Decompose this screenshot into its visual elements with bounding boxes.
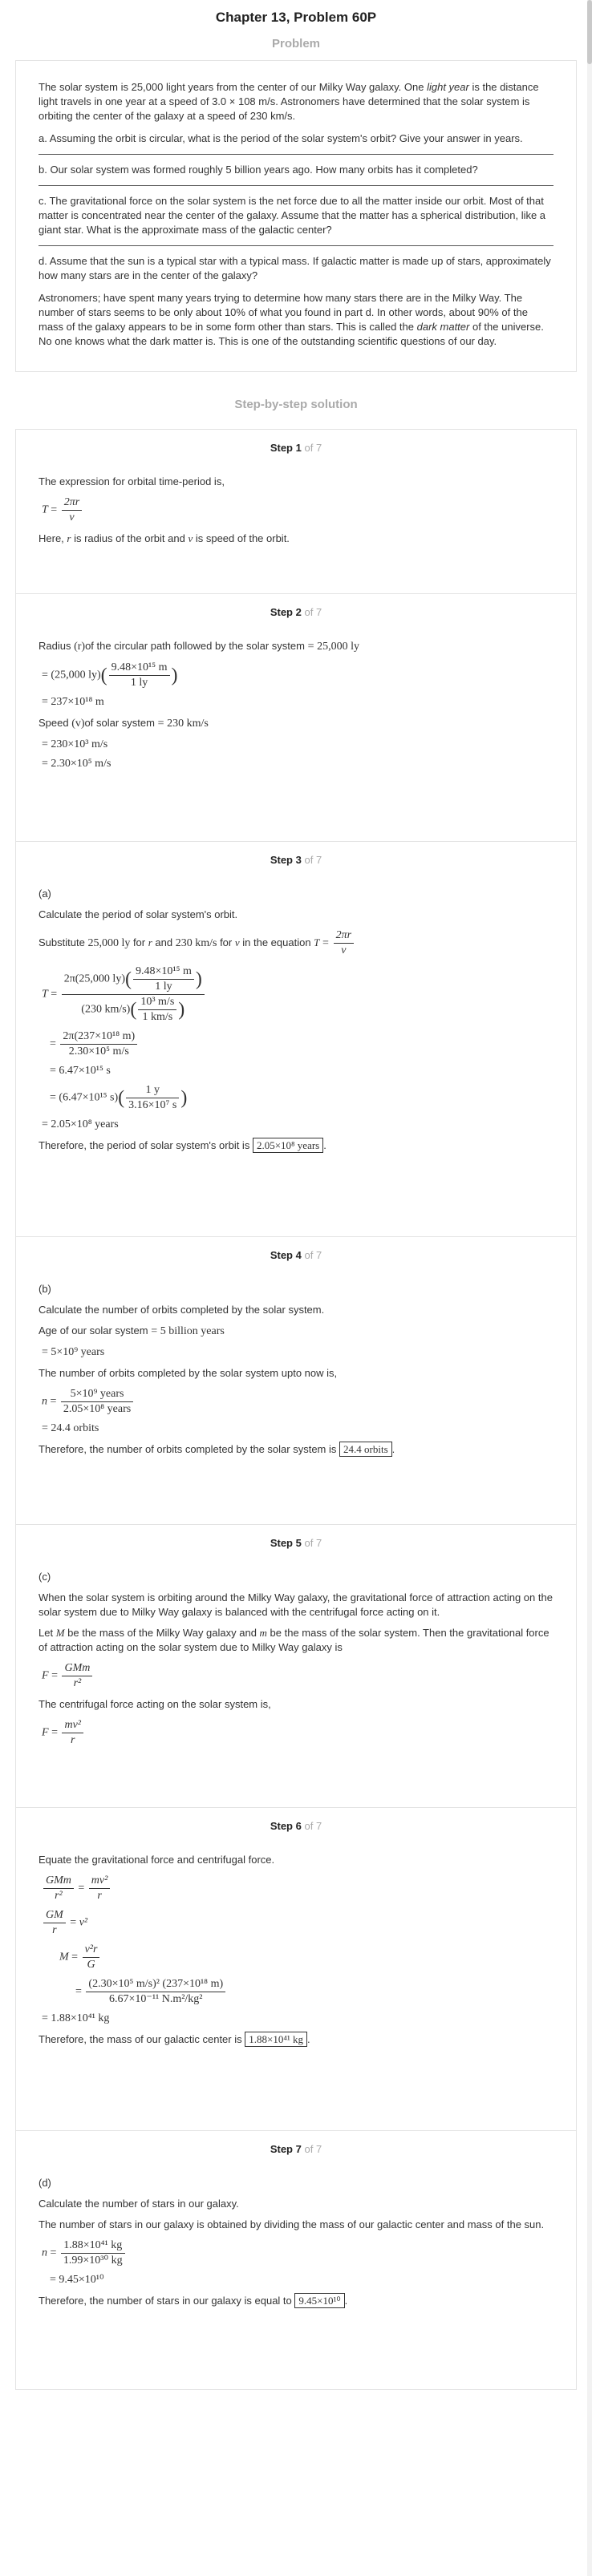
step-heading: Step 5 of 7 — [270, 1537, 322, 1549]
page — [15, 0, 577, 2390]
answer-box: 1.88×10⁴¹ kg — [245, 2032, 307, 2047]
problem-part-d: d. Assume that the sun is a typical star with a typical mass. If galactic matter is made up of stars, approximately how many stars are in the center of the galaxy? — [39, 255, 551, 281]
step-3: Step 3 of 7 (a) Calculate the period of solar system's orbit. Substitute 25,000 ly for r and 230 km/s for v in the equation T = $\frac{2\pi r}{v}$ T = 2π(25,000 ly)( $\frac{\text{9.48×10¹⁵ m}}{1 ly}$ ) (230 km/s)( $\frac{\text{10³ m/s}}{1 km/s}$ ) = $\frac{\text{2π(237×10¹⁸ m)}}{\text{2.30×10⁵ m/s}}$ = 6.47×10¹⁵ s = (6.47×10¹⁵ s)( $\frac{1 y}{\text{3.16×10⁷ s}}$ ) = 2.05×10⁸ years Therefore, the period of solar system's orbit is 2.05×10⁸ years . — [15, 842, 577, 1237]
problem-closing: Astronomers; have spent many years trying to determine how many stars there are in the Milky Way. The number of stars seems to be only about 10% of what you found in part d. In other words, about 90% of the mass of the galaxy appears to be in some form other than stars. This is called the dark matter of the universe. No one knows what the dark matter is. This is one of the outstanding scientific questions of our day. — [39, 292, 544, 347]
divider — [39, 245, 553, 246]
step-heading: Step 6 of 7 — [270, 1820, 322, 1832]
scrollbar-thumb[interactable] — [587, 0, 592, 64]
steps-container — [15, 429, 577, 2390]
scrollbar-track[interactable] — [587, 0, 592, 2576]
problem-label: Problem — [271, 37, 320, 51]
step-heading: Step 2 of 7 — [270, 606, 322, 618]
problem-part-c: c. The gravitational force on the solar system is the net force due to all the matter inside our orbit. Most of that matter is concentrated near the center of the galaxy. Assume that the matter has a spherical distribution, like a giant star. What is the approximate mass of the galactic center? — [39, 195, 546, 236]
step-heading: Step 3 of 7 — [270, 854, 322, 866]
answer-box: 24.4 orbits — [339, 1442, 392, 1457]
problem-intro: The solar system is 25,000 light years from the center of our Milky Way galaxy. One light year is the distance light travels in one year at a speed of 3.0 × 108 m/s. Astronomers have determined that the solar system is orbiting the center of the galaxy at a speed of 230 km/s. — [39, 81, 539, 122]
problem-part-a: a. Assuming the orbit is circular, what is the period of the solar system's orbit? Give your answer in years. — [39, 132, 523, 144]
step-heading: Step 4 of 7 — [270, 1249, 322, 1261]
divider — [39, 154, 553, 155]
problem-statement — [15, 60, 577, 372]
equation: T = $\frac{2\pi r}{v}$ — [42, 495, 553, 525]
step-heading: Step 1 of 7 — [270, 442, 322, 454]
problem-part-b: b. Our solar system was formed roughly 5 billion years ago. How many orbits has it completed? — [39, 164, 478, 176]
step-heading: Step 7 of 7 — [270, 2143, 322, 2155]
answer-box: 2.05×10⁸ years — [253, 1138, 323, 1153]
step-7: Step 7 of 7 (d) Calculate the number of stars in our galaxy. The number of stars in our galaxy is obtained by dividing the mass of our galactic center and mass of the sun. n = $\frac{\text{1.88×10⁴¹ kg}}{\text{1.99×10³⁰ kg}}$ = 9.45×10¹⁰ Therefore, the number of stars in our galaxy is equal to 9.45×10¹⁰ . — [15, 2131, 577, 2390]
solution-title: Step-by-step solution — [234, 398, 358, 411]
divider — [39, 185, 553, 186]
step-5: Step 5 of 7 (c) When the solar system is orbiting around the Milky Way galaxy, the gravitational force of attraction acting on the solar system due to Milky Way galaxy is balanced with the centrifugal force acting on it. Let M be the mass of the Milky Way galaxy and m be the mass of the solar system. Then the gravitational force of attraction acting on the solar system due to Milky Way galaxy is F = $\frac{\text{GMm}}{\text{r²}}$ The centrifugal force acting on the solar system is, F = $\frac{\text{mv²}}{r}$ — [15, 1525, 577, 1808]
step-6: Step 6 of 7 Equate the gravitational force and centrifugal force. $\frac{\text{GMm}}{\text{r²}}$ = $\frac{\text{mv²}}{r}$ $\frac{GM}{r}$ = v² M = $\frac{\text{v²r}}{G}$ = $\frac{\text{(2.30×10⁵ m/s)² (237×10¹⁸ m)}}{\text{6.67×10⁻¹¹ N.m²/kg²}}$ = 1.88×10⁴¹ kg Therefore, the mass of our galactic center is 1.88×10⁴¹ kg . — [15, 1808, 577, 2131]
chapter-title: Chapter 13, Problem 60P — [215, 10, 377, 25]
step-4: Step 4 of 7 (b) Calculate the number of orbits completed by the solar system. Age of our solar system = 5 billion years = 5×10⁹ years The number of orbits completed by the solar system upto now is, n = $\frac{\text{5×10⁹ years}}{\text{2.05×10⁸ years}}$ = 24.4 orbits Therefore, the number of orbits completed by the solar system is 24.4 orbits . — [15, 1237, 577, 1525]
step-1: Step 1 of 7 The expression for orbital time-period is, T = $\frac{2\pi r}{v}$ Here, r is radius of the orbit and v is speed of the orbit. — [15, 429, 577, 594]
answer-box: 9.45×10¹⁰ — [294, 2293, 344, 2308]
step-2: Step 2 of 7 Radius (r)of the circular path followed by the solar system = 25,000 ly = (25,000 ly)( $\frac{\text{9.48×10¹⁵ m}}{1 ly}$ ) = 237×10¹⁸ m Speed (v)of solar system = 230 km/s = 230×10³ m/s = 2.30×10⁵ m/s — [15, 594, 577, 842]
